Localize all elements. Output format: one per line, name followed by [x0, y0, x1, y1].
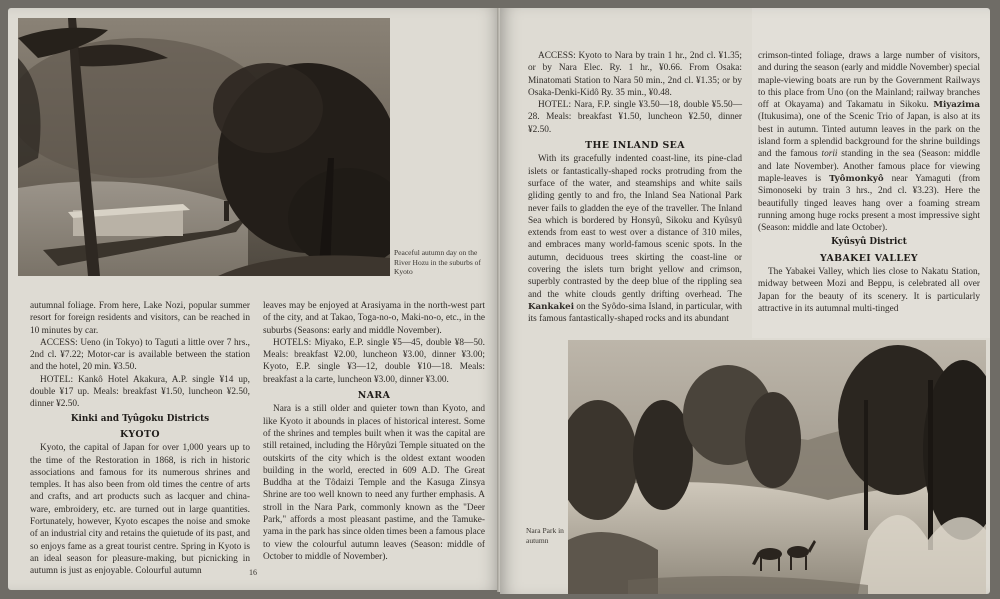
- river-hozu-photo: [18, 18, 390, 276]
- nara-park-photo: [568, 340, 986, 594]
- paragraph: The Yabakei Valley, which lies close to Nakatu Station, midway between Mozi and Beppu, is celebrated all over Japan for the beauty of its scenery. It is particularly attractive in its autumnal multi-tinged: [758, 267, 980, 314]
- paragraph: [528, 153, 742, 325]
- section-title: NARA: [357, 390, 391, 402]
- right-page: [500, 8, 990, 594]
- section-title: YABAKEI VALLEY: [820, 252, 918, 264]
- left-page: [8, 8, 500, 590]
- paragraph: autumnal foliage. From here, Lake Nozi, popular summer resort for foreign residents and visitors, can be reached in 10 minutes by car.: [30, 301, 250, 336]
- left-column-1: [30, 300, 250, 578]
- section-heading: Kinki and Tyûgoku Districts: [70, 413, 210, 424]
- right-column-2: [758, 50, 980, 315]
- section-heading: Kyûsyû District: [831, 237, 907, 248]
- section-title: THE INLAND SEA: [585, 140, 685, 152]
- bold-term: Tyômonkyô: [829, 173, 884, 184]
- paragraph: Nara is a still older and quieter town than Kyoto, and like Kyoto it abounds in places of historical interest. Some of the shrines and temples built when it was the capital are still retained, including the Hôryûzi Temple situated on the outskirts of the city which is the oldest extant wooden building in the world, erected in 609 A.D. The Great Buddha at the Tôdaizi Temple and the Kasuga Zinsya Shrine are too well known to need any further emphasis. A stroll in the Nara Park, commonly known as the "Deer Park," affords a most pleasant pastime, and the Tamuke-yama in the park has since olden times been a famous place to view the colourful autumn leaves (Season: middle of October to middle of November).: [263, 404, 485, 562]
- text-run: (Itukusima), one of the Scenic Trio of Japan, is also at its best in autumn. Tinted autumn leaves in the park on the island form a splendid background for the shrine buildings and the famous: [758, 112, 980, 160]
- bold-term: Kankakei: [528, 301, 574, 312]
- paragraph: [758, 50, 980, 234]
- paragraph: HOTEL: Nara, F.P. single ¥3.50—18, double ¥5.50—28. Meals: breakfast ¥1.50, luncheon ¥2.50, dinner ¥2.50.: [528, 100, 742, 135]
- bold-term: Miyazima: [933, 100, 980, 111]
- paragraph: ACCESS: Kyoto to Nara by train 1 hr., 2nd cl. ¥1.35; or by Nara Elec. Ry. 1 hr., ¥0.66. From Osaka: Minatomati Station to Nara 50 min., 2nd cl. ¥1.35; or by Osaka-Denki-Kidô Ry. 35 min., ¥0.48.: [528, 51, 742, 98]
- text-run: standing in the sea (Season: middle and late November). Another famous place for viewing maple-leaves is: [758, 149, 981, 184]
- left-column-2: [263, 300, 485, 563]
- text-run: crimson-tinted foliage, draws a large number of visitors, and during the season (early and middle November) special maple-viewing boats are run by the Government Railways to this place from Uno (on the Mainland; railway branches off at Okayama) and Takamatu in Sikoku.: [758, 51, 980, 111]
- paragraph: HOTELS: Miyako, E.P. single ¥5—45, double ¥8—50. Meals: breakfast ¥2.00, luncheon ¥3.00, dinner ¥3.00; Kyoto, E.P. single ¥3—12, double ¥10—18. Meals: breakfast a la carte, luncheon ¥3.00, dinner ¥3.00.: [263, 337, 485, 385]
- paragraph: ACCESS: Ueno (in Tokyo) to Taguti a little over 7 hrs., 2nd cl. ¥7.22; Motor-car is available between the station and the hotel, 20 min. ¥3.50.: [30, 337, 250, 373]
- paragraph: leaves may be enjoyed at Arasiyama in the north-west part of the city, and at Takao, Toga-no-o, Maki-no-o, etc., in the suburbs (Seasons: early and middle November).: [263, 301, 485, 336]
- text-run: on the Syôdo-sima Island, in particular, with its famous fantastically-shaped rocks and its abundant: [528, 301, 742, 325]
- italic-term: torii: [821, 149, 838, 160]
- page-number: 16: [249, 568, 257, 577]
- paragraph: HOTEL: Kankô Hotel Akakura, A.P. single ¥14 up, double ¥17 up. Meals: breakfast ¥1.50, luncheon ¥2.50, dinner ¥2.50.: [30, 374, 250, 410]
- right-column-1: [528, 50, 742, 326]
- section-title: KYOTO: [120, 428, 160, 440]
- text-run: With its gracefully indented coast-line, its pine-clad islets or fantastically-shaped rocks protruding from the surface of the water, and steamships and white sails gliding gently to and fro, the Inland Sea National Park never fails to gladden the eye of the traveller. The Inland Sea which is bordered by Honsyû, Sikoku and Kyûsyû extends from east to west over a distance of 310 miles, and embraces many world-famous scenic spots. In the autumn, deciduous trees skirting the coast-line or covering the islets turn bright yellow and crimson, superbly contrasted by the deep blue of the rippling sea and the white clouds gently drifting overhead. The: [528, 154, 742, 300]
- paragraph: Kyoto, the capital of Japan for over 1,000 years up to the time of the Restoration in 1868, is rich in historic associations and famous for its numerous shrines and temples. It has also been from old times the centre of arts and crafts, and art products such as lacquer and china-ware, embroidery, etc. are turned out in large quantities. Fortunately, however, Kyoto escapes the noise and smoke of an industrial city and retains the quietude of its past, and so enjoys fame as a great tourist centre. Spring in Kyoto is an ideal season for pleasure-making, but picnicking in autumn is just as enjoyable. Colourful autumn: [30, 443, 250, 577]
- river-hozu-caption: Peaceful autumn day on the River Hozu in the suburbs of Kyoto: [394, 248, 481, 276]
- text-run: near Yamaguti (from Simonoseki by train 3 hrs., 2nd cl. ¥3.23). Here the beautifully tinged leaves hang over a foaming stream running among huge rocks present a most impressive sight (Season: middle and late October).: [758, 173, 980, 234]
- nara-park-caption: Nara Park in autumn: [526, 526, 564, 545]
